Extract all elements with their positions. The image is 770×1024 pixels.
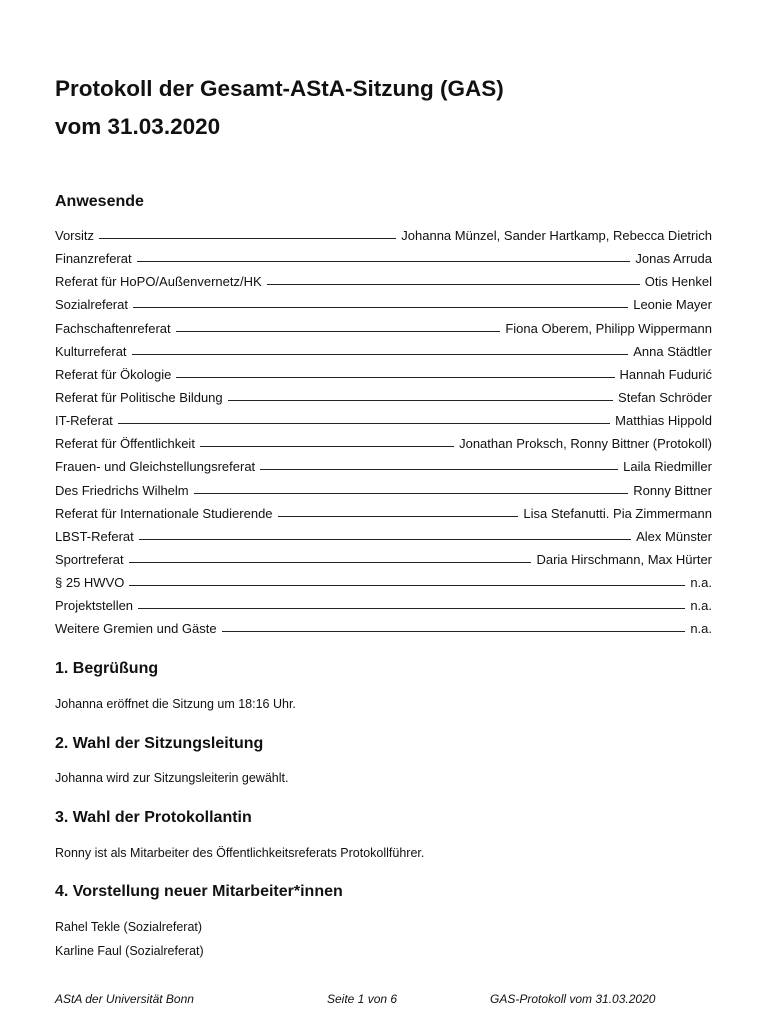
attendance-role: Referat für Ökologie: [55, 366, 172, 382]
attendance-row: [55, 321, 712, 344]
attendance-name: n.a.: [690, 598, 712, 614]
attendance-name: n.a.: [690, 575, 712, 591]
attendance-role: Kulturreferat: [55, 343, 127, 359]
attendance-name: Hannah Fudurić: [619, 366, 712, 382]
attendance-role: Des Friedrichs Wilhelm: [55, 482, 189, 498]
fill-line: [118, 423, 610, 424]
footer-left: AStA der Universität Bonn: [55, 992, 194, 1006]
attendance-row: [55, 344, 712, 367]
attendance-role: IT-Referat: [55, 413, 113, 429]
attendance-role: Referat für Internationale Studierende: [55, 505, 273, 521]
fill-line: [129, 562, 532, 563]
attendance-role: § 25 HWVO: [55, 575, 125, 591]
fill-line: [129, 585, 685, 586]
attendance-name: Lisa Stefanutti. Pia Zimmermann: [523, 505, 712, 521]
attendance-role: Referat für Politische Bildung: [55, 389, 223, 405]
attendance-list: [55, 228, 712, 645]
title-line-2: vom 31.03.2020: [55, 114, 221, 139]
attendance-row: [55, 436, 712, 459]
fill-line: [138, 608, 685, 609]
attendance-role: Fachschaftenreferat: [55, 320, 171, 336]
fill-line: [139, 539, 631, 540]
section-heading-begruessung: 1. Begrüßung: [55, 660, 159, 677]
attendance-name: Anna Städtler: [633, 343, 712, 359]
attendance-row: [55, 274, 712, 297]
footer-right: GAS-Protokoll vom 31.03.2020: [490, 992, 656, 1006]
attendance-name: n.a.: [690, 621, 712, 637]
attendance-name: Fiona Oberem, Philipp Wippermann: [505, 320, 712, 336]
fill-line: [194, 493, 629, 494]
attendance-role: Sportreferat: [55, 551, 124, 567]
attendance-name: Leonie Mayer: [633, 297, 712, 313]
attendance-row: [55, 367, 712, 390]
fill-line: [228, 400, 613, 401]
fill-line: [132, 354, 629, 355]
attendance-role: Frauen- und Gleichstellungsreferat: [55, 459, 256, 475]
attendance-row: [55, 575, 712, 598]
attendance-row: [55, 228, 712, 251]
attendance-role: LBST-Referat: [55, 528, 134, 544]
section-heading-protokollantin: 3. Wahl der Protokollantin: [55, 809, 252, 826]
attendance-heading: Anwesende: [55, 193, 144, 210]
fill-line: [176, 331, 501, 332]
section-heading-sitzungsleitung: 2. Wahl der Sitzungsleitung: [55, 735, 264, 752]
fill-line: [176, 377, 614, 378]
attendance-role: Sozialreferat: [55, 297, 128, 313]
fill-line: [99, 238, 396, 239]
fill-line: [133, 307, 628, 308]
section-text: Johanna wird zur Sitzungsleiterin gewählt.: [55, 771, 289, 785]
section-heading-mitarbeiter: 4. Vorstellung neuer Mitarbeiter*innen: [55, 883, 343, 900]
attendance-name: Otis Henkel: [644, 274, 712, 290]
section-text: Karline Faul (Sozialreferat): [55, 944, 204, 958]
attendance-row: [55, 552, 712, 575]
attendance-row: [55, 413, 712, 436]
attendance-role: Weitere Gremien und Gäste: [55, 621, 217, 637]
fill-line: [278, 516, 519, 517]
attendance-role: Referat für Öffentlichkeit: [55, 436, 195, 452]
attendance-row: [55, 251, 712, 274]
attendance-role: Finanzreferat: [55, 251, 132, 267]
fill-line: [200, 446, 454, 447]
attendance-role: Referat für HoPO/Außenvernetz/HK: [55, 274, 262, 290]
section-text: Johanna eröffnet die Sitzung um 18:16 Uhr.: [55, 697, 296, 711]
attendance-role: Projektstellen: [55, 598, 134, 614]
attendance-name: Ronny Bittner: [633, 482, 712, 498]
attendance-row: [55, 529, 712, 552]
attendance-row: [55, 297, 712, 320]
attendance-name: Stefan Schröder: [618, 389, 712, 405]
fill-line: [222, 631, 686, 632]
attendance-row: [55, 506, 712, 529]
attendance-name: Jonas Arruda: [635, 251, 712, 267]
attendance-name: Daria Hirschmann, Max Hürter: [536, 551, 712, 567]
attendance-row: [55, 459, 712, 482]
footer-page-number: Seite 1 von 6: [327, 992, 398, 1006]
attendance-name: Johanna Münzel, Sander Hartkamp, Rebecca Dietrich: [401, 228, 712, 243]
attendance-name: Alex Münster: [636, 528, 712, 544]
fill-line: [260, 469, 618, 470]
title-line-1: Protokoll der Gesamt-AStA-Sitzung (GAS): [55, 76, 504, 101]
section-text: Ronny ist als Mitarbeiter des Öffentlichkeitsreferats Protokollführer.: [55, 846, 425, 860]
attendance-name: Jonathan Proksch, Ronny Bittner (Protokoll): [459, 436, 712, 452]
document-title: [55, 70, 504, 146]
attendance-row: [55, 483, 712, 506]
attendance-row: [55, 390, 712, 413]
section-text: Rahel Tekle (Sozialreferat): [55, 920, 203, 934]
attendance-name: Laila Riedmiller: [623, 459, 712, 475]
attendance-row: [55, 621, 712, 644]
fill-line: [137, 261, 631, 262]
fill-line: [267, 284, 640, 285]
attendance-name: Matthias Hippold: [615, 413, 712, 429]
attendance-row: [55, 598, 712, 621]
attendance-role: Vorsitz: [55, 228, 95, 243]
